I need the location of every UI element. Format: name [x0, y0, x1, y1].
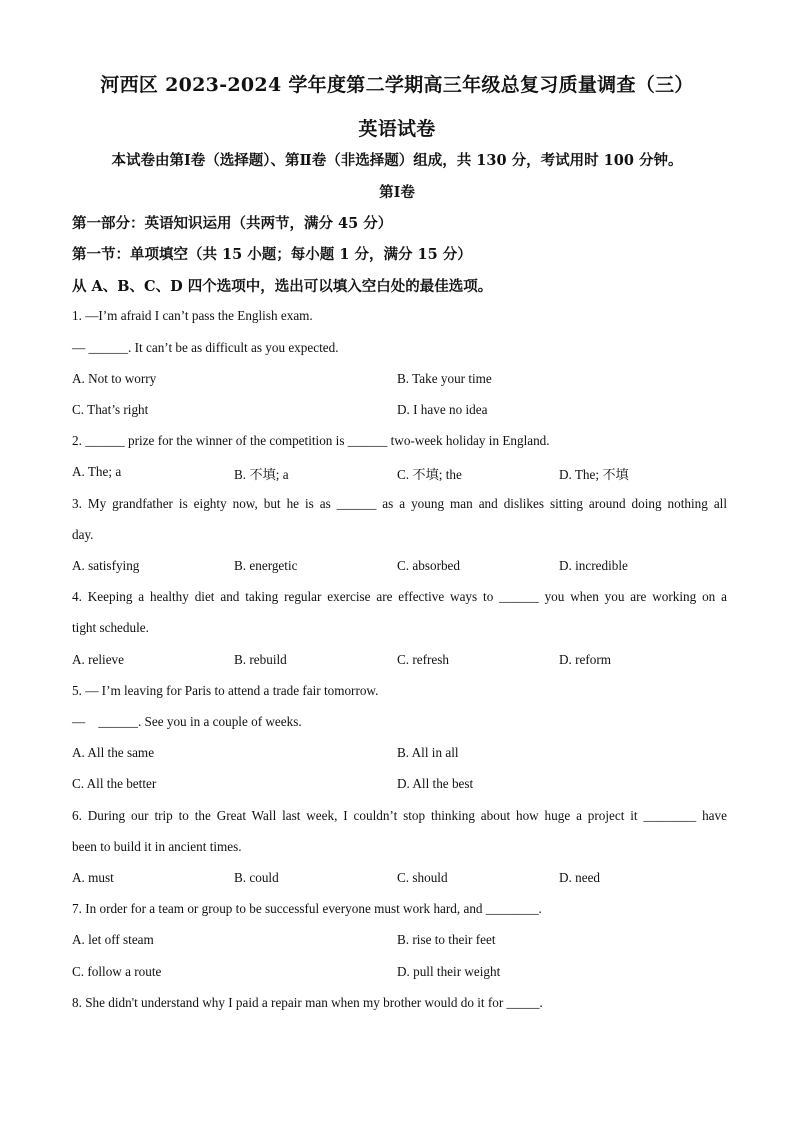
question-4-option-a[interactable]: A. relieve — [72, 652, 124, 667]
volume-heading: 第Ⅰ卷 — [379, 184, 415, 201]
question-3-option-a[interactable]: A. satisfying — [72, 558, 140, 573]
question-2-option-b[interactable]: B. 不填; a — [234, 467, 289, 482]
question-6-option-d[interactable]: D. need — [559, 870, 601, 885]
question-1-option-b[interactable]: B. Take your time — [397, 371, 492, 386]
exam-subtitle: 英语试卷 — [358, 118, 436, 140]
question-6-stem-cont: been to build it in ancient times. — [72, 839, 242, 854]
question-8-stem: 8. She didn't understand why I paid a repair man when my brother would do it for _____. — [72, 995, 543, 1010]
question-6-option-a[interactable]: A. must — [72, 870, 114, 885]
question-4-stem: 4. Keeping a healthy diet and taking regular exercise are effective ways to ______ you when you are working on a — [72, 589, 727, 604]
question-5-stem: 5. — I’m leaving for Paris to attend a trade fair tomorrow. — [72, 683, 379, 698]
question-5-option-c[interactable]: C. All the better — [72, 776, 157, 791]
question-4-option-c[interactable]: C. refresh — [397, 652, 449, 667]
question-2-option-d[interactable]: D. The; 不填 — [559, 467, 629, 482]
question-4-option-b[interactable]: B. rebuild — [234, 652, 287, 667]
question-4-stem-cont: tight schedule. — [72, 620, 149, 635]
question-6-stem: 6. During our trip to the Great Wall last week, I couldn’t stop thinking about how huge a project it ________ have — [72, 808, 727, 823]
question-1-response: — ______. It can’t be as difficult as you expected. — [72, 340, 339, 355]
question-3-stem-cont: day. — [72, 527, 94, 542]
question-5-option-b[interactable]: B. All in all — [397, 745, 459, 760]
question-2-option-c[interactable]: C. 不填; the — [397, 467, 462, 482]
question-6-option-c[interactable]: C. should — [397, 870, 448, 885]
question-5-option-a[interactable]: A. All the same — [72, 745, 155, 760]
question-6-option-b[interactable]: B. could — [234, 870, 279, 885]
question-7-option-c[interactable]: C. follow a route — [72, 964, 162, 979]
question-1-option-c[interactable]: C. That’s right — [72, 402, 149, 417]
question-7-option-d[interactable]: D. pull their weight — [397, 964, 501, 979]
question-3-option-c[interactable]: C. absorbed — [397, 558, 460, 573]
question-5-response: — ______. See you in a couple of weeks. — [72, 714, 302, 729]
question-3-option-d[interactable]: D. incredible — [559, 558, 628, 573]
question-7-option-a[interactable]: A. let off steam — [72, 932, 154, 947]
part-heading: 第一部分：英语知识运用（共两节，满分 45 分） — [72, 215, 393, 232]
section-heading: 第一节：单项填空（共 15 小题；每小题 1 分，满分 15 分） — [72, 246, 472, 263]
question-2-stem: 2. ______ prize for the winner of the competition is ______ two-week holiday in England. — [72, 433, 550, 448]
question-3-stem: 3. My grandfather is eighty now, but he is as ______ as a young man and dislikes sitting around doing nothing all — [72, 496, 727, 511]
question-5-option-d[interactable]: D. All the best — [397, 776, 474, 791]
instruction-text: 从 A、B、C、D 四个选项中，选出可以填入空白处的最佳选项。 — [72, 278, 493, 295]
question-2-option-a[interactable]: A. The; a — [72, 464, 122, 479]
question-1-stem: 1. —I’m afraid I can’t pass the English exam. — [72, 308, 313, 323]
exam-title: 河西区 2023-2024 学年度第二学期高三年级总复习质量调查（三） — [100, 74, 694, 96]
question-1-option-a[interactable]: A. Not to worry — [72, 371, 157, 386]
question-4-option-d[interactable]: D. reform — [559, 652, 611, 667]
exam-note: 本试卷由第Ⅰ卷（选择题）、第Ⅱ卷（非选择题）组成，共 130 分，考试用时 100 分钟。 — [111, 152, 683, 169]
question-3-option-b[interactable]: B. energetic — [234, 558, 298, 573]
question-1-option-d[interactable]: D. I have no idea — [397, 402, 488, 417]
question-7-option-b[interactable]: B. rise to their feet — [397, 932, 496, 947]
question-7-stem: 7. In order for a team or group to be successful everyone must work hard, and ________. — [72, 901, 542, 916]
